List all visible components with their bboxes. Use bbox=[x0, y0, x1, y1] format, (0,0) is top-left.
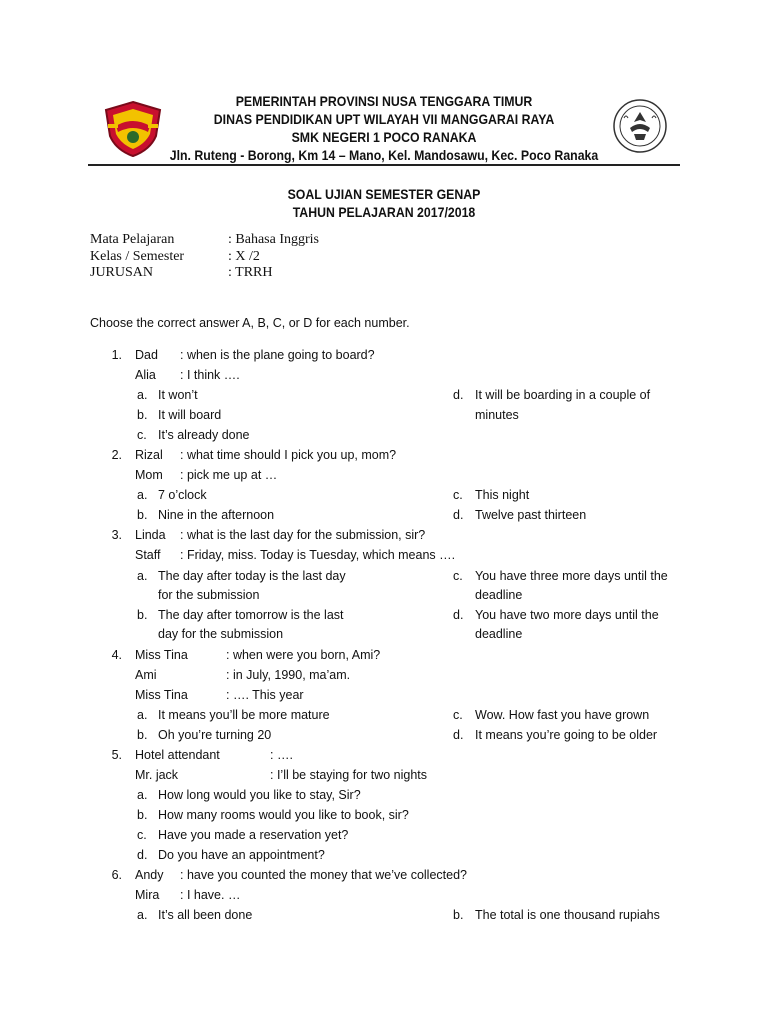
option-letter: d. bbox=[453, 508, 464, 522]
option-text-continued: for the submission bbox=[158, 588, 260, 602]
question-number: 2. bbox=[111, 448, 122, 462]
option-text-continued: day for the submission bbox=[158, 627, 284, 641]
option-text: How long would you like to stay, Sir? bbox=[158, 788, 361, 802]
option-text: You have three more days until the bbox=[475, 569, 668, 583]
option-text: How many rooms would you like to book, sir? bbox=[158, 808, 409, 822]
option-letter: c. bbox=[453, 708, 463, 722]
question-number: 6. bbox=[111, 868, 122, 882]
option-letter: c. bbox=[137, 828, 147, 842]
dialogue-line: : pick me up at … bbox=[180, 468, 278, 482]
dialogue-line: : what time should I pick you up, mom? bbox=[180, 448, 397, 462]
dialogue-line: : what is the last day for the submission, sir? bbox=[180, 528, 426, 542]
option-text-continued: deadline bbox=[475, 627, 523, 641]
option-text-continued: deadline bbox=[475, 588, 523, 602]
info-label-major: JURUSAN bbox=[90, 265, 154, 280]
option-text-continued: minutes bbox=[475, 408, 519, 422]
question-number: 1. bbox=[111, 348, 122, 362]
option-text: Wow. How fast you have grown bbox=[475, 708, 650, 722]
info-value-subject: : Bahasa Inggris bbox=[228, 232, 319, 247]
letterhead-address: Jln. Ruteng - Borong, Km 14 – Mano, Kel. Mandosawu, Kec. Poco Ranaka bbox=[169, 147, 599, 163]
option-text: Oh you’re turning 20 bbox=[158, 728, 272, 742]
letterhead-line-2: DINAS PENDIDIKAN UPT WILAYAH VII MANGGARAI RAYA bbox=[213, 111, 555, 127]
option-text: It will board bbox=[158, 408, 222, 422]
option-letter: a. bbox=[137, 488, 148, 502]
option-letter: d. bbox=[137, 848, 148, 862]
option-text: Nine in the afternoon bbox=[158, 508, 275, 522]
exam-title-line-2: TAHUN PELAJARAN 2017/2018 bbox=[292, 204, 476, 220]
dialogue-speaker: Dad bbox=[135, 348, 158, 362]
dialogue-speaker: Linda bbox=[135, 528, 166, 542]
option-text: It means you’ll be more mature bbox=[158, 708, 330, 722]
dialogue-line: : when were you born, Ami? bbox=[226, 648, 381, 662]
option-letter: a. bbox=[137, 388, 148, 402]
option-letter: a. bbox=[137, 788, 148, 802]
dialogue-speaker: Mom bbox=[135, 468, 163, 482]
option-text: It means you’re going to be older bbox=[475, 728, 658, 742]
dialogue-speaker: Ami bbox=[135, 668, 157, 682]
option-letter: b. bbox=[453, 908, 464, 922]
info-value-major: : TRRH bbox=[228, 265, 273, 280]
dialogue-speaker: Mr. jack bbox=[135, 768, 179, 782]
option-text: It will be boarding in a couple of bbox=[475, 388, 651, 402]
dialogue-line: : have you counted the money that we’ve collected? bbox=[180, 868, 467, 882]
dialogue-line: : I’ll be staying for two nights bbox=[270, 768, 428, 782]
dialogue-line: : I have. … bbox=[180, 888, 241, 902]
option-letter: b. bbox=[137, 728, 148, 742]
question-number: 3. bbox=[111, 528, 122, 542]
dialogue-speaker: Hotel attendant bbox=[135, 748, 220, 762]
dialogue-speaker: Miss Tina bbox=[135, 688, 188, 702]
option-letter: b. bbox=[137, 808, 148, 822]
info-label-class: Kelas / Semester bbox=[90, 249, 185, 264]
dialogue-line: : in July, 1990, ma’am. bbox=[226, 668, 351, 682]
option-letter: b. bbox=[137, 408, 148, 422]
dialogue-speaker: Miss Tina bbox=[135, 648, 188, 662]
dialogue-line: : …. This year bbox=[226, 688, 304, 702]
option-text: You have two more days until the bbox=[475, 608, 659, 622]
option-text: The day after tomorrow is the last bbox=[158, 608, 344, 622]
dialogue-speaker: Staff bbox=[135, 548, 161, 562]
option-letter: b. bbox=[137, 608, 148, 622]
option-text: Twelve past thirteen bbox=[475, 508, 587, 522]
option-text: Do you have an appointment? bbox=[158, 848, 325, 862]
option-letter: c. bbox=[137, 428, 147, 442]
option-letter: a. bbox=[137, 569, 148, 583]
info-label-subject: Mata Pelajaran bbox=[90, 232, 175, 247]
option-letter: d. bbox=[453, 608, 464, 622]
letterhead-line-1: PEMERINTAH PROVINSI NUSA TENGGARA TIMUR bbox=[235, 93, 533, 109]
question-number: 4. bbox=[111, 648, 122, 662]
dialogue-line: : I think …. bbox=[180, 368, 240, 382]
option-text: Have you made a reservation yet? bbox=[158, 828, 349, 842]
dialogue-speaker: Mira bbox=[135, 888, 160, 902]
option-text: The total is one thousand rupiahs bbox=[475, 908, 660, 922]
letterhead-divider bbox=[88, 164, 680, 166]
option-letter: a. bbox=[137, 908, 148, 922]
option-letter: d. bbox=[453, 728, 464, 742]
option-letter: d. bbox=[453, 388, 464, 402]
option-letter: c. bbox=[453, 488, 463, 502]
option-letter: a. bbox=[137, 708, 148, 722]
option-text: It’s already done bbox=[158, 428, 250, 442]
option-text: It’s all been done bbox=[158, 908, 253, 922]
dialogue-speaker: Alia bbox=[135, 368, 156, 382]
exam-title-line-1: SOAL UJIAN SEMESTER GENAP bbox=[287, 186, 481, 202]
dialogue-line: : when is the plane going to board? bbox=[180, 348, 375, 362]
dialogue-line: : Friday, miss. Today is Tuesday, which means …. bbox=[180, 548, 456, 562]
dialogue-line: : …. bbox=[270, 748, 293, 762]
question-number: 5. bbox=[111, 748, 122, 762]
option-text: It won’t bbox=[158, 388, 198, 402]
instruction-text: Choose the correct answer A, B, C, or D for each number. bbox=[90, 316, 410, 330]
option-text: 7 o’clock bbox=[158, 488, 207, 502]
option-letter: c. bbox=[453, 569, 463, 583]
dialogue-speaker: Rizal bbox=[135, 448, 163, 462]
option-text: This night bbox=[475, 488, 530, 502]
info-value-class: : X /2 bbox=[228, 249, 260, 264]
option-text: The day after today is the last day bbox=[158, 569, 346, 583]
dialogue-speaker: Andy bbox=[135, 868, 164, 882]
option-letter: b. bbox=[137, 508, 148, 522]
letterhead-line-3: SMK NEGERI 1 POCO RANAKA bbox=[291, 129, 477, 145]
